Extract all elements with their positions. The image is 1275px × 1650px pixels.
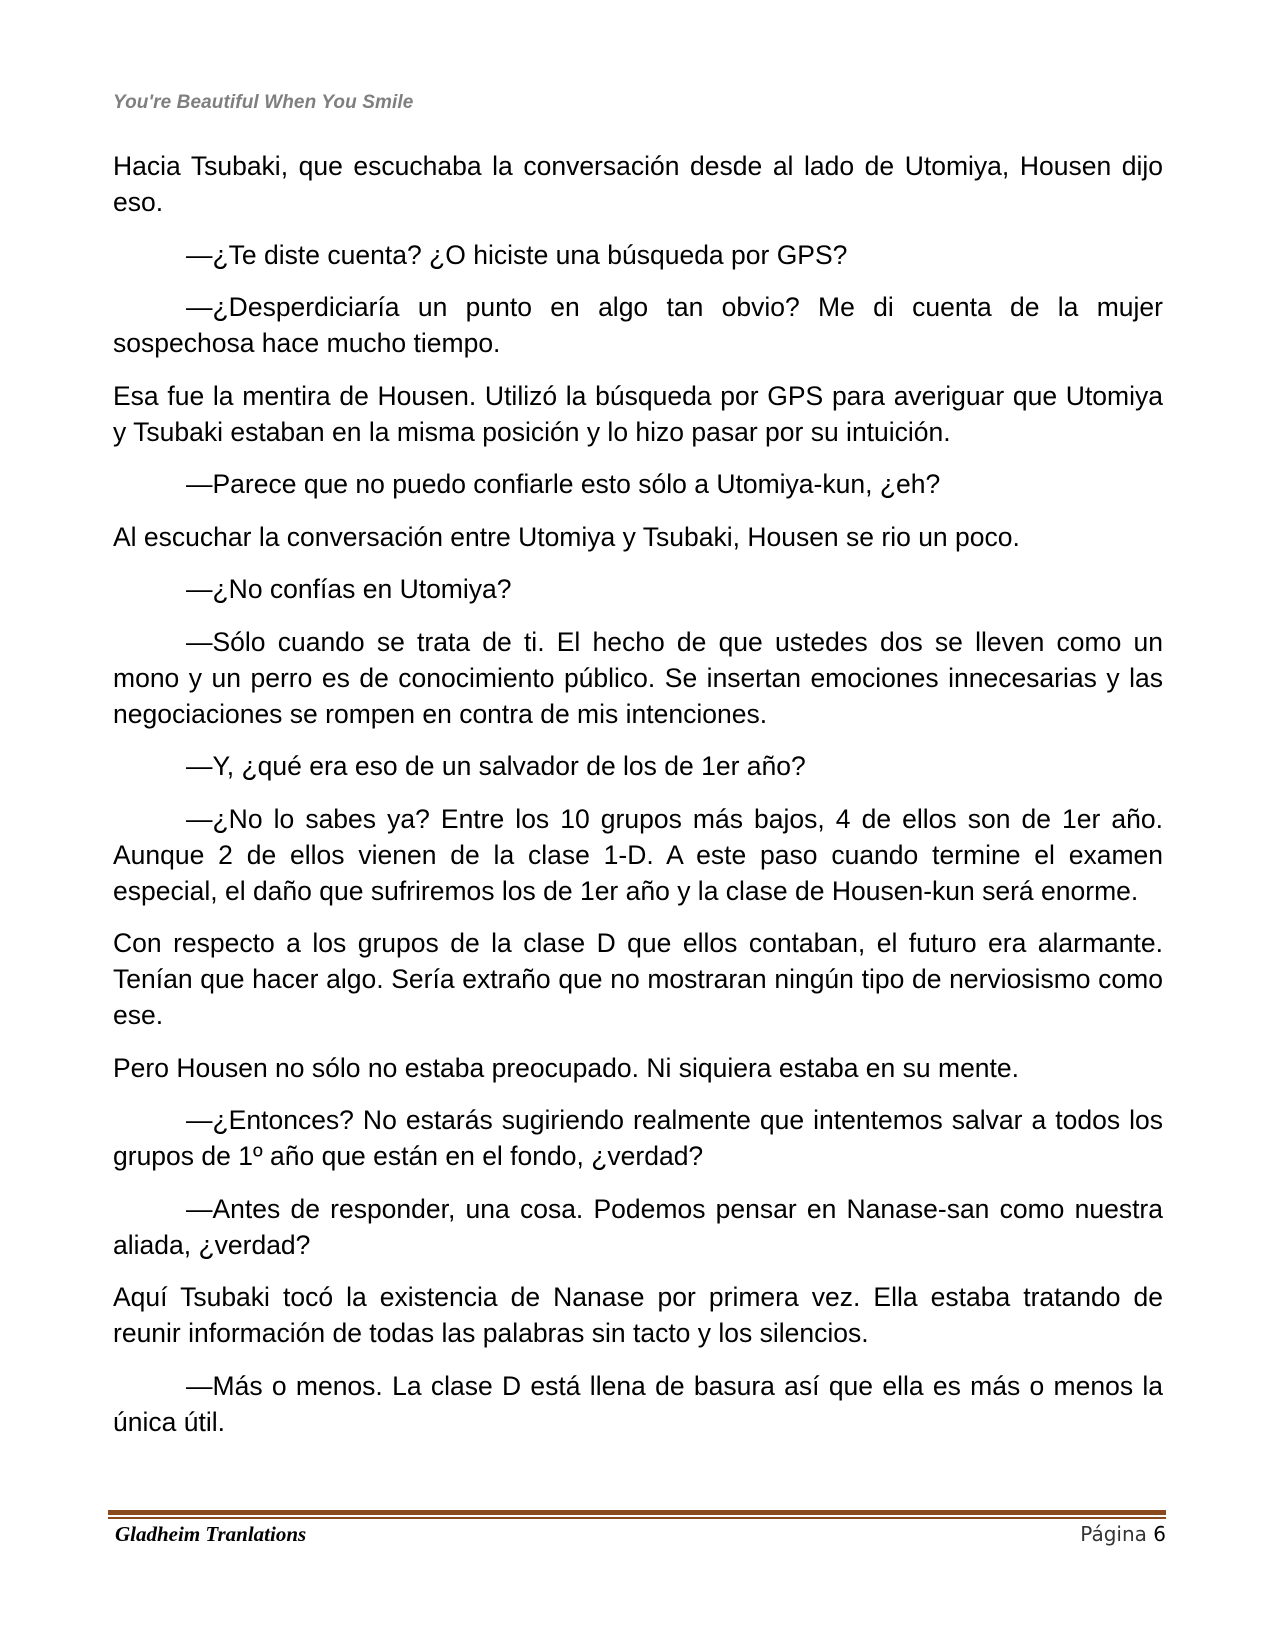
- dialogue-paragraph: —¿Te diste cuenta? ¿O hiciste una búsqueda por GPS?: [186, 239, 848, 270]
- narration-paragraph: Con respecto a los grupos de la clase D que ellos contaban, el futuro era alarmante. Tenían que hacer algo. Sería extraño que no mostraran ningún tipo de nerviosismo como ese.: [113, 928, 1163, 1030]
- footer-divider-thin-line: [108, 1517, 1166, 1519]
- dialogue-paragraph: —Y, ¿qué era eso de un salvador de los de 1er año?: [186, 751, 806, 781]
- narration-paragraph: Aquí Tsubaki tocó la existencia de Nanase por primera vez. Ella estaba tratando de reunir información de todas las palabras sin tacto y los silencios.: [113, 1282, 1163, 1348]
- dialogue-paragraph: —¿No confías en Utomiya?: [186, 574, 512, 604]
- narration-paragraph: Hacia Tsubaki, que escuchaba la conversación desde al lado de Utomiya, Housen dijo eso.: [113, 151, 1163, 217]
- dialogue-paragraph: —¿Entonces? No estarás sugiriendo realmente que intentemos salvar a todos los grupos de 1º año que están en el fondo, ¿verdad?: [113, 1105, 1163, 1171]
- dialogue-paragraph: —Parece que no puedo confiarle esto sólo a Utomiya-kun, ¿eh?: [186, 469, 941, 499]
- narration-paragraph: Pero Housen no sólo no estaba preocupado. Ni siquiera estaba en su mente.: [113, 1052, 1020, 1083]
- dialogue-paragraph: —Antes de responder, una cosa. Podemos pensar en Nanase-san como nuestra aliada, ¿verdad?: [113, 1193, 1163, 1260]
- dialogue-paragraph: —Sólo cuando se trata de ti. El hecho de que ustedes dos se lleven como un mono y un perro es de conocimiento público. Se insertan emociones innecesarias y las negociaciones se rompen en contra de mis intenciones.: [113, 626, 1163, 729]
- narration-paragraph: Esa fue la mentira de Housen. Utilizó la búsqueda por GPS para averiguar que Utomiya y Tsubaki estaban en la misma posición y lo hizo pasar por su intuición.: [113, 380, 1163, 447]
- page-body: [113, 148, 1163, 1456]
- dialogue-paragraph: —¿Desperdiciaría un punto en algo tan obvio? Me di cuenta de la mujer sospechosa hace mucho tiempo.: [113, 292, 1163, 358]
- running-header-title: You're Beautiful When You Smile: [113, 92, 414, 113]
- page-number: 6: [1153, 1522, 1166, 1546]
- dialogue-paragraph: —Más o menos. La clase D está llena de basura así que ella es más o menos la única útil.: [113, 1370, 1163, 1437]
- narration-paragraph: Al escuchar la conversación entre Utomiya y Tsubaki, Housen se rio un poco.: [113, 521, 1020, 552]
- page-label: Página: [1080, 1522, 1147, 1546]
- footer-page-indicator: [1080, 1522, 1166, 1546]
- footer-divider-thick-line: [108, 1510, 1166, 1515]
- dialogue-paragraph: —¿No lo sabes ya? Entre los 10 grupos más bajos, 4 de ellos son de 1er año. Aunque 2 de ellos vienen de la clase 1-D. A este paso cuando termine el examen especial, el daño que sufriremos los de 1er año y la clase de Housen-kun será enorme.: [113, 803, 1163, 906]
- footer-publisher: Gladheim Tranlations: [115, 1522, 307, 1546]
- footer-divider: [108, 1510, 1166, 1519]
